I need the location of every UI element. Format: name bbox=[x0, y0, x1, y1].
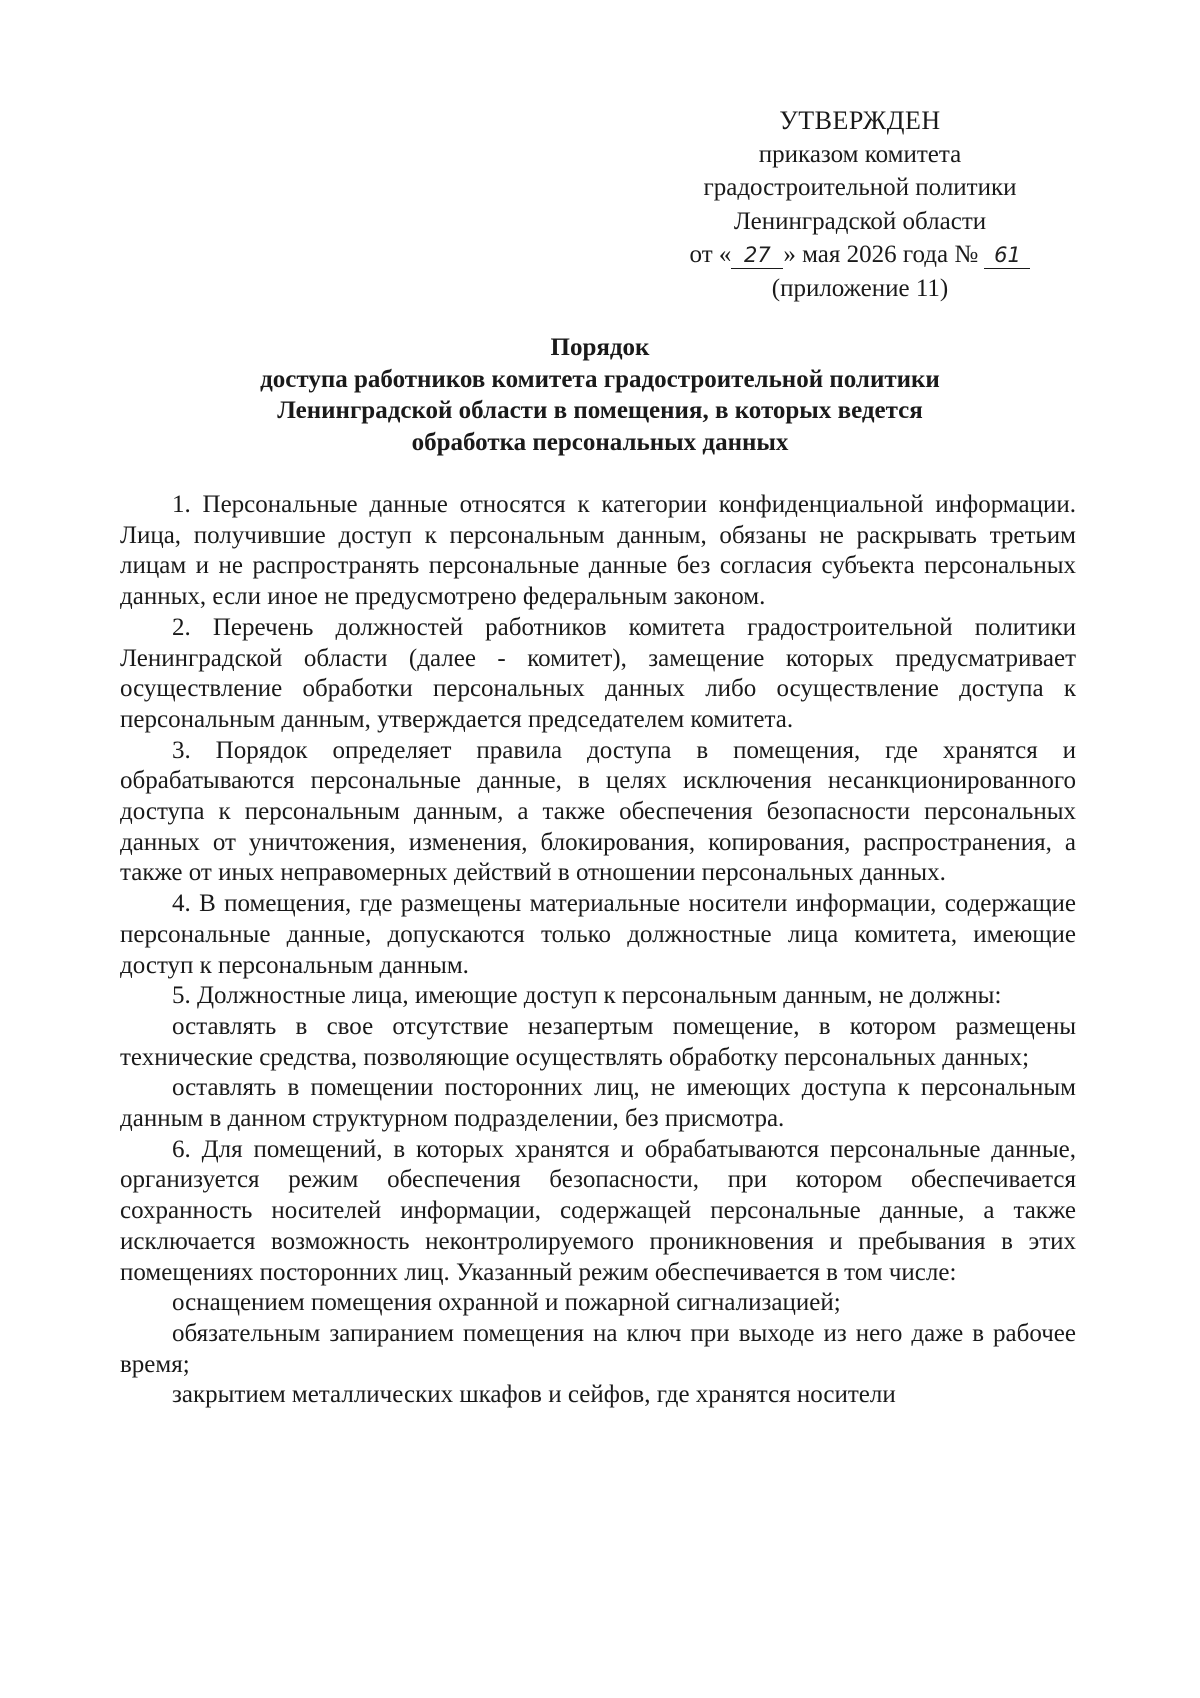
approval-stamp-block bbox=[640, 104, 1080, 305]
paragraph: 5. Должностные лица, имеющие доступ к персональным данным, не должны: bbox=[172, 982, 1002, 1010]
document-body bbox=[120, 490, 1076, 1411]
title-line-1: Порядок bbox=[550, 334, 650, 361]
order-number-field bbox=[984, 242, 1030, 269]
paragraph: закрытием металлических шкафов и сейфов, где хранятся носители bbox=[172, 1381, 896, 1409]
approval-heading: УТВЕРЖДЕН bbox=[779, 106, 941, 135]
date-prefix: от « bbox=[689, 241, 732, 268]
order-number-handwritten: 61 bbox=[994, 243, 1021, 267]
paragraph: оснащением помещения охранной и пожарной сигнализацией; bbox=[172, 1289, 841, 1317]
date-middle: » мая 2026 года № bbox=[783, 241, 979, 268]
paragraph: 4. В помещения, где размещены материальные носители информации, содержащие персональные данные, допускаются только должностные лица комитета, имеющие доступ к персональным данным. bbox=[120, 890, 1076, 979]
approval-line-region: Ленинградской области bbox=[733, 207, 987, 235]
paragraph: 2. Перечень должностей работников комитета градостроительной политики Ленинградской области (далее - комитет), замещение которых предусматривает осуществление обработки персональных данных либо осуществление доступа к персональным данным, утверждается председателем комитета. bbox=[120, 613, 1076, 733]
approval-appendix: (приложение 11) bbox=[771, 274, 949, 302]
paragraph: оставлять в помещении посторонних лиц, не имеющих доступа к персональным данным в данном структурном подразделении, без присмотра. bbox=[120, 1074, 1076, 1133]
date-day-field bbox=[731, 242, 783, 269]
approval-line-committee: градостроительной политики bbox=[703, 174, 1017, 201]
approval-date-line bbox=[640, 238, 1080, 272]
paragraph: 3. Порядок определяет правила доступа в помещения, где хранятся и обрабатываются персональные данные, в целях исключения несанкционированного доступа к персональным данным, а также обеспечения безопасности персональных данных от уничтожения, изменения, блокирования, копирования, распространения, а также от иных неправомерных действий в отношении персональных данных. bbox=[120, 736, 1076, 887]
document-title bbox=[100, 332, 1100, 458]
paragraph: оставлять в свое отсутствие незапертым помещение, в котором размещены технические средства, позволяющие осуществлять обработку персональных данных; bbox=[120, 1012, 1076, 1071]
date-day-handwritten: 27 bbox=[744, 243, 771, 267]
title-line-3: Ленинградской области в помещения, в которых ведется bbox=[277, 397, 923, 424]
paragraph: 6. Для помещений, в которых хранятся и обрабатываются персональные данные, организуется режим обеспечения безопасности, при котором обеспечивается сохранность носителей информации, содержащей персональные данные, а также исключается возможность неконтролируемого проникновения и пребывания в этих помещениях посторонних лиц. Указанный режим обеспечивается в том числе: bbox=[120, 1135, 1076, 1286]
paragraph: обязательным запиранием помещения на ключ при выходе из него даже в рабочее время; bbox=[120, 1319, 1076, 1378]
approval-line-order: приказом комитета bbox=[758, 140, 962, 168]
paragraph: 1. Персональные данные относятся к категории конфиденциальной информации. Лица, получившие доступ к персональным данным, обязаны не раскрывать третьим лицам и не распространять персональные данные без согласия субъекта персональных данных, если иное не предусмотрено федеральным законом. bbox=[120, 491, 1076, 611]
title-line-4: обработка персональных данных bbox=[411, 428, 789, 456]
title-line-2: доступа работников комитета градостроительной политики bbox=[260, 365, 940, 393]
